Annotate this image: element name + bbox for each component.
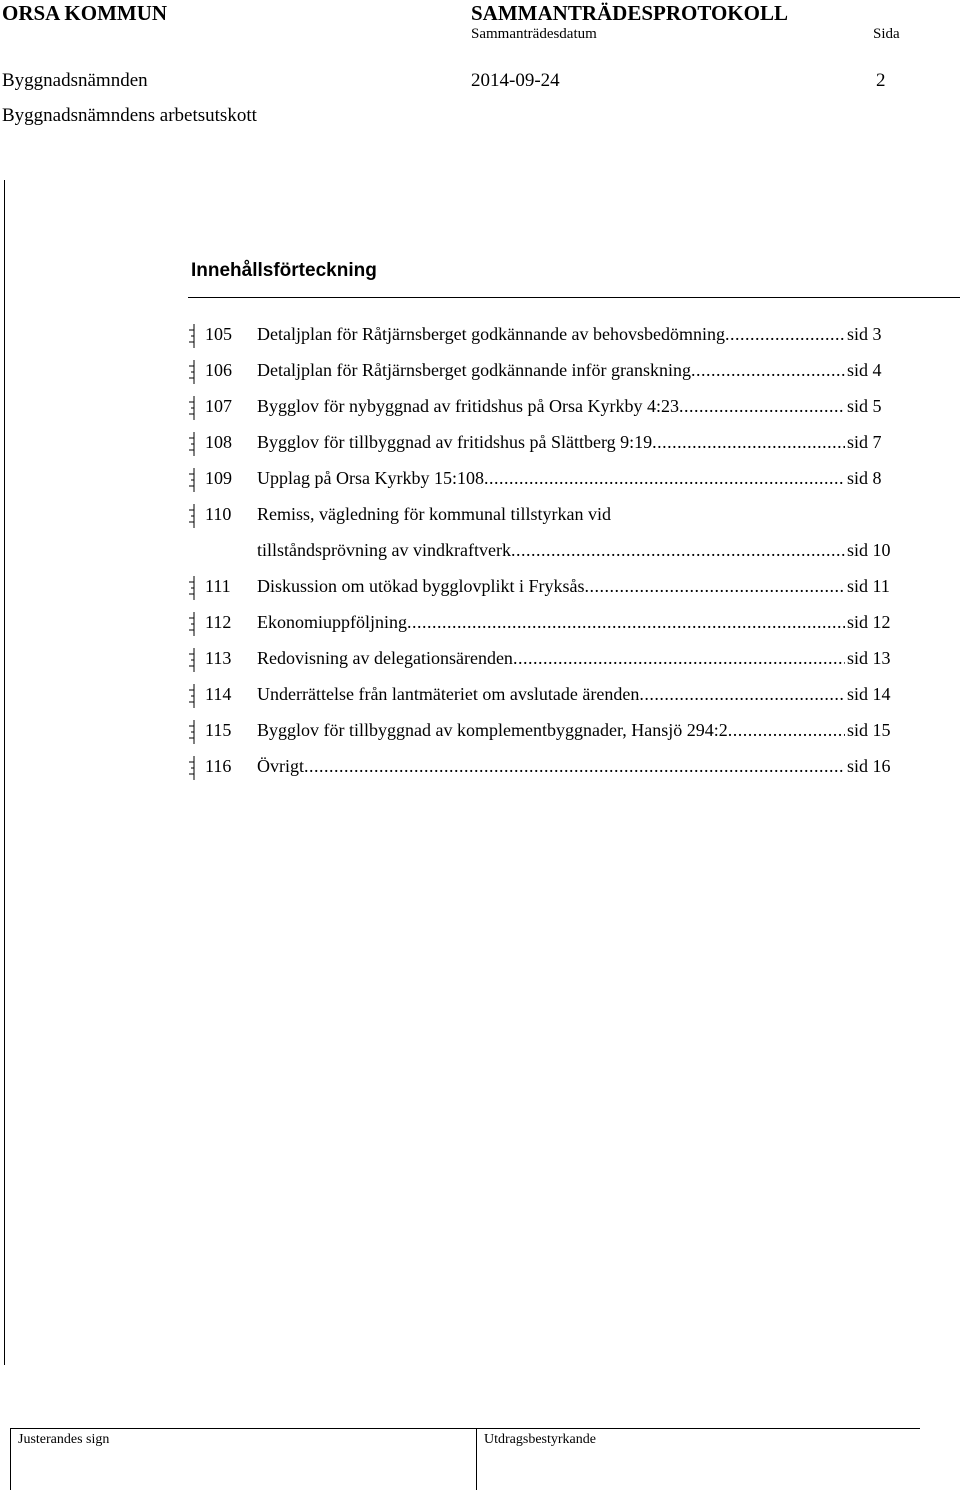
toc-entry-page: sid 12 xyxy=(847,612,891,632)
toc-entry[interactable] xyxy=(0,320,960,356)
toc-entry-line xyxy=(257,684,845,705)
toc-title-underline xyxy=(188,297,960,298)
dot-leader xyxy=(725,324,845,345)
toc-entry-text: Detaljplan för Råtjärnsberget godkännande inför granskning xyxy=(257,360,692,380)
dot-leader xyxy=(304,756,845,777)
toc-entry[interactable] xyxy=(0,608,960,644)
toc-bullet-icon xyxy=(186,358,196,386)
toc-entry-line xyxy=(257,432,845,453)
toc-entry-line xyxy=(257,612,845,633)
toc-entry-line xyxy=(257,324,845,345)
toc-entry[interactable] xyxy=(0,716,960,752)
toc-entry-line xyxy=(257,360,845,381)
toc-entry-number: 116 xyxy=(205,756,232,776)
dot-leader xyxy=(511,540,845,561)
toc-entry-line xyxy=(257,576,845,597)
toc-entry[interactable] xyxy=(0,500,960,536)
committee-name: Byggnadsnämnden xyxy=(2,70,148,91)
sign-label: Justerandes sign xyxy=(18,1432,110,1447)
toc-entry-text: Detaljplan för Råtjärnsberget godkännande av behovsbedömning xyxy=(257,324,726,344)
toc-entry-text: tillståndsprövning av vindkraftverk xyxy=(257,540,511,560)
dot-leader xyxy=(652,432,845,453)
dot-leader xyxy=(484,468,845,489)
toc-entry-page: sid 8 xyxy=(847,468,882,488)
page-label: Sida xyxy=(873,26,900,42)
toc-entry-page: sid 11 xyxy=(847,576,890,596)
dot-leader xyxy=(728,720,845,741)
toc-entry-text: Upplag på Orsa Kyrkby 15:108 xyxy=(257,468,484,488)
toc-entry-text: Övrigt xyxy=(257,756,304,776)
page-number: 2 xyxy=(876,70,886,91)
toc-entry-page: sid 7 xyxy=(847,432,882,452)
toc-entry-text: Bygglov för tillbyggnad av fritidshus på Slättberg 9:19 xyxy=(257,432,653,452)
toc-entry-text: Remiss, vägledning för kommunal tillstyrkan vid xyxy=(257,504,611,524)
meeting-date: 2014-09-24 xyxy=(471,70,560,91)
toc-entry-text: Ekonomiuppföljning xyxy=(257,612,407,632)
toc-title: Innehållsförteckning xyxy=(191,260,377,281)
toc-entry-number: 111 xyxy=(205,576,231,596)
toc-entry-number: 106 xyxy=(205,360,232,380)
toc-entry-number: 115 xyxy=(205,720,232,740)
toc-entry-number: 108 xyxy=(205,432,232,452)
date-label: Sammanträdesdatum xyxy=(471,26,597,42)
toc-bullet-icon xyxy=(186,322,196,350)
toc-entry[interactable] xyxy=(0,428,960,464)
toc-entry-page: sid 4 xyxy=(847,360,882,380)
subcommittee-name: Byggnadsnämndens arbetsutskott xyxy=(2,105,257,126)
toc-entry[interactable] xyxy=(0,356,960,392)
toc-bullet-icon xyxy=(186,502,196,530)
toc-entry-line xyxy=(257,648,845,669)
toc-bullet-icon xyxy=(186,574,196,602)
toc-bullet-icon xyxy=(186,754,196,782)
toc-entry-text: Diskussion om utökad bygglovplikt i Fryksås xyxy=(257,576,585,596)
toc-entry-number: 107 xyxy=(205,396,232,416)
toc-bullet-icon xyxy=(186,610,196,638)
footer-left-border xyxy=(10,1428,11,1490)
toc-entry-page: sid 10 xyxy=(847,540,891,560)
toc-entry-number: 112 xyxy=(205,612,232,632)
toc-entry[interactable] xyxy=(0,392,960,428)
dot-leader xyxy=(639,684,845,705)
dot-leader xyxy=(691,360,845,381)
toc-entry-page: sid 15 xyxy=(847,720,891,740)
toc-bullet-icon xyxy=(186,682,196,710)
dot-leader xyxy=(585,576,845,597)
toc-bullet-icon xyxy=(186,646,196,674)
toc-entry[interactable] xyxy=(0,572,960,608)
dot-leader xyxy=(407,612,845,633)
footer-divider xyxy=(476,1428,477,1490)
document-type: SAMMANTRÄDESPROTOKOLL xyxy=(471,1,788,25)
toc-entry-page: sid 13 xyxy=(847,648,891,668)
toc-entry-text: Underrättelse från lantmäteriet om avslutade ärenden xyxy=(257,684,640,704)
dot-leader xyxy=(679,396,845,417)
toc-entry[interactable] xyxy=(0,644,960,680)
toc-entry-text: Bygglov för tillbyggnad av komplementbyggnader, Hansjö 294:2 xyxy=(257,720,728,740)
extract-label: Utdragsbestyrkande xyxy=(484,1432,596,1447)
toc-entry-number: 105 xyxy=(205,324,232,344)
toc-entry-page: sid 3 xyxy=(847,324,882,344)
toc-entry-page: sid 16 xyxy=(847,756,891,776)
toc-entry-number: 114 xyxy=(205,684,232,704)
toc-entry[interactable] xyxy=(0,752,960,788)
toc-entry-line xyxy=(257,396,845,417)
toc-entry-text: Redovisning av delegationsärenden xyxy=(257,648,513,668)
footer-rule xyxy=(10,1428,920,1429)
toc-entry-number: 109 xyxy=(205,468,232,488)
toc-entry[interactable] xyxy=(0,680,960,716)
toc-entry-number: 113 xyxy=(205,648,232,668)
toc-entry-continuation[interactable] xyxy=(0,536,960,572)
toc-bullet-icon xyxy=(186,718,196,746)
toc-entry-line xyxy=(257,756,845,777)
toc-entry-page: sid 14 xyxy=(847,684,891,704)
org-name: ORSA KOMMUN xyxy=(2,1,168,25)
toc-bullet-icon xyxy=(186,466,196,494)
toc-bullet-icon xyxy=(186,430,196,458)
toc-entry-text: Bygglov för nybyggnad av fritidshus på Orsa Kyrkby 4:23 xyxy=(257,396,679,416)
toc-entry-page: sid 5 xyxy=(847,396,882,416)
toc-entry-line xyxy=(257,720,845,741)
toc-entry-line xyxy=(257,468,845,489)
toc-entry-number: 110 xyxy=(205,504,232,524)
toc-bullet-icon xyxy=(186,394,196,422)
toc-entry-line xyxy=(257,540,845,561)
dot-leader xyxy=(513,648,845,669)
toc-entry[interactable] xyxy=(0,464,960,500)
